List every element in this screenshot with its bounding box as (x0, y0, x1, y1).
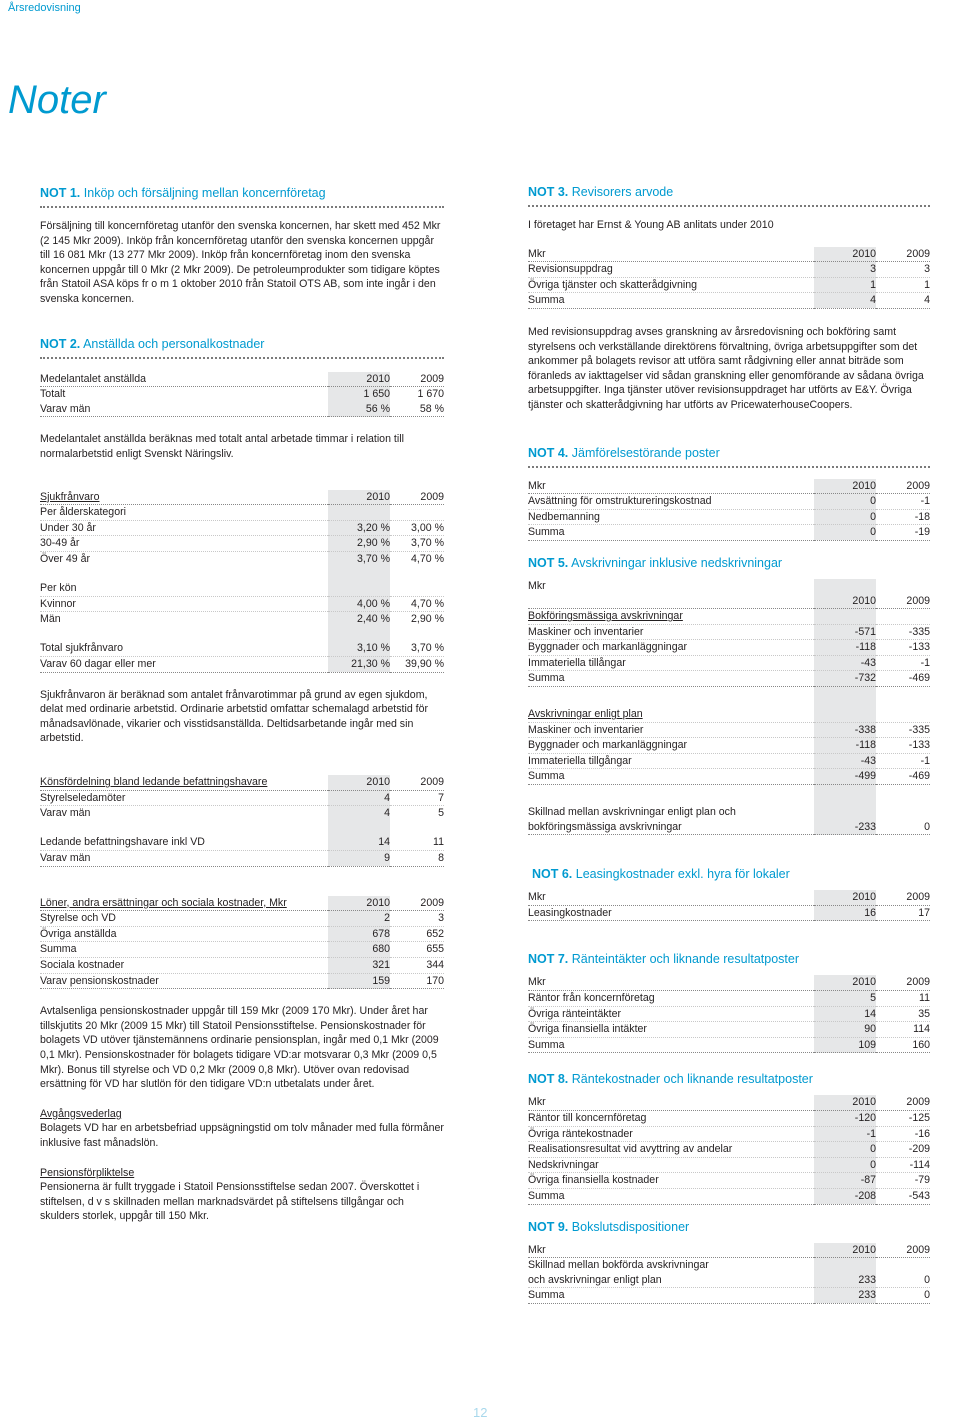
table-row (40, 520, 444, 536)
table-cell: Byggnader och markanläggningar (528, 640, 814, 656)
table-cell: 21,30 % (328, 657, 390, 673)
table-header-cell: 2010 (328, 372, 390, 387)
note4-number: NOT 4. (528, 445, 569, 460)
table-header-cell: 2010 (814, 890, 876, 905)
note5-heading (528, 555, 930, 571)
table-header-row (528, 247, 930, 262)
page-number: 12 (473, 1405, 488, 1420)
table-cell: Under 30 år (40, 520, 328, 536)
table-cell: Summa (528, 1288, 814, 1304)
table-row (40, 851, 444, 867)
table-row (40, 402, 444, 417)
table-row (528, 277, 930, 293)
table-cell: 14 (814, 1006, 876, 1022)
table-cell: -120 (814, 1110, 876, 1126)
gender-table (40, 775, 444, 867)
table-header-cell: Mkr (528, 890, 814, 905)
table-cell: 2 (328, 911, 390, 927)
table-header-cell: 2009 (390, 896, 444, 911)
table-sum-row (528, 671, 930, 687)
table-cell: 3 (814, 262, 876, 278)
table-cell: Summa (528, 1037, 814, 1053)
sick-leave-table (40, 490, 444, 673)
note7-table (528, 975, 930, 1053)
table-header-cell: Mkr (528, 479, 814, 494)
table-cell: -87 (814, 1173, 876, 1189)
table-row (528, 640, 930, 656)
pension-obligation-text: Pensionerna är fullt tryggade i Statoil Pensionsstiftelse sedan 2007. Överskottet i stiftelsen, d v s skillnaden mellan marknadsvärdet på stiftelsens tillgångar och skulders storlek, uppgår till 150 Mkr. (40, 1181, 420, 1223)
table-cell: Räntor från koncernföretag (528, 991, 814, 1007)
table-cell: Maskiner och inventarier (528, 722, 814, 738)
table-cell: -133 (876, 738, 930, 754)
note9-number: NOT 9. (528, 1219, 569, 1234)
table-cell: 233 (814, 1288, 876, 1304)
severance-title: Avgångsvederlag (40, 1107, 122, 1120)
table-cell: Summa (528, 671, 814, 687)
table-cell: 680 (328, 942, 390, 958)
table-cell: 90 (814, 1022, 876, 1038)
pension-text: Avtalsenliga pensionskostnader uppgår till 159 Mkr (2009 170 Mkr). Under året har tillskjutits 20 Mkr (2009 15 Mkr) till Statoil Pensionsstiftelse. Pensionskostnader för bolagets VD utöver tjänstemännens ordinarie pensionsplan, ingår med 0,1 Mkr (2009 0,1 Mkr). Pensionskostnader för bolagets tidigare VD:ar motsvarar 0,3 Mkr (2009 0,5 Mkr). Bonus till styrelse och VD 0,2 Mkr (2009 0,8 Mkr). Utöver ovan redovisad ersättning för VD har slutlön för den tidigare VD:n utbetalats under året. (40, 1005, 439, 1091)
table-cell: Varav pensionskostnader (40, 973, 328, 989)
table-header-cell: 2009 (876, 975, 930, 990)
table-cell: 11 (876, 991, 930, 1007)
table-cell: 0 (814, 1157, 876, 1173)
table-header-cell: Mkr (528, 1095, 814, 1110)
sick-leave-text: Sjukfrånvaron är beräknad som antalet frånvarotimmar på grund av egen sjukdom, delat med ordinarie arbetstid. Ordinarie arbetstid omfattar schemalagd arbetstid för månadsavlönade, vikarier och visstidsanställda. Deltidsarbetande ingår med sin arbetstid. (40, 688, 429, 745)
note9-table (528, 1243, 930, 1304)
table-header-row (528, 594, 930, 609)
table-row (40, 806, 444, 821)
table-cell: Varav män (40, 402, 328, 417)
table-cell: Avsättning för omstruktureringskostnad (528, 494, 814, 510)
table-row (528, 805, 930, 820)
table-cell: Övriga tjänster och skatterådgivning (528, 277, 814, 293)
table-cell: 3,20 % (328, 520, 390, 536)
left-column (40, 185, 444, 1224)
table-header-row (40, 490, 444, 505)
table-cell: 0 (814, 494, 876, 510)
pension-obligation-title: Pensionsförpliktelse (40, 1166, 135, 1179)
table-section-label: Bokföringsmässiga avskrivningar (528, 609, 814, 625)
table-cell: 1 (814, 277, 876, 293)
table-cell: Övriga ränteintäkter (528, 1006, 814, 1022)
table-row (528, 1173, 930, 1189)
table-cell: -1 (876, 494, 930, 510)
table-row (528, 1273, 930, 1288)
header-label: Årsredovisning (8, 2, 81, 14)
table-spacer (528, 687, 930, 708)
table-cell: 1 670 (417, 388, 444, 401)
table-cell: 11 (390, 835, 444, 850)
note2-title: Anställda och personalkostnader (83, 336, 265, 351)
table-cell: 4,70 % (411, 552, 444, 565)
table-cell: 30-49 år (40, 536, 328, 552)
table-header-row (40, 372, 444, 387)
table-row (528, 1022, 930, 1038)
table-row (528, 509, 930, 525)
table-cell: 0 (814, 509, 876, 525)
table-row (40, 657, 444, 673)
table-row (40, 973, 444, 989)
note3-text: Med revisionsuppdrag avses granskning av årsredovisning och bokföring samt styrelsens och verkställande direktörens förvaltning, övriga arbetsuppgifter som det ankommer på bolagets revisor att utföra samt rådgivning eller annat biträde som föranleds av iakttagelser vid sådan granskning eller genomförande av sådana övriga arbetsuppgifter. Inga tjänster utöver revisionsuppdraget har utförts av E&Y. Övriga tjänster och skatterådgivning har utförts av PricewaterhouseCoopers. (528, 325, 924, 411)
table-row (528, 820, 930, 835)
table-row (40, 505, 444, 521)
table-sum-row (528, 525, 930, 541)
table-cell: Total sjukfrånvaro (40, 641, 328, 656)
table-cell: 3,70 % (390, 641, 444, 656)
table-cell: -469 (876, 769, 930, 785)
table-cell: 159 (328, 973, 390, 989)
table-cell: -16 (876, 1126, 930, 1142)
note3-heading (528, 184, 930, 207)
table-cell: 2,90 % (411, 613, 444, 626)
table-header-cell: 2010 (328, 775, 390, 790)
table-header-row (528, 579, 930, 594)
table-cell: 170 (390, 973, 444, 989)
table-cell: 0 (814, 525, 876, 541)
note1-number: NOT 1. (40, 186, 81, 200)
table-header-row (528, 479, 930, 494)
table-spacer (40, 627, 444, 642)
staff-table (40, 372, 444, 418)
note9-title: Bokslutsdispositioner (571, 1219, 690, 1234)
table-cell: Realisationsresultat vid avyttring av andelar (528, 1142, 814, 1158)
table-cell: 3 (390, 911, 444, 927)
table-cell: Skillnad mellan avskrivningar enligt plan och (528, 806, 736, 819)
table-cell: 1 650 (328, 387, 390, 402)
severance-text: Bolagets VD har en arbetsbefriad uppsägningstid om tolv månader med fulla förmåner inklusive fast månadslön. (40, 1122, 444, 1149)
note4-title: Jämförelsestörande poster (571, 445, 720, 460)
table-cell: Summa (528, 525, 814, 541)
table-header-cell: 2010 (814, 1243, 876, 1258)
table-cell: -118 (814, 738, 876, 754)
note6-number: NOT 6. (532, 867, 573, 882)
table-header-cell: Mkr (528, 975, 814, 990)
table-cell: 5 (438, 807, 444, 820)
table-cell: Övriga räntekostnader (528, 1126, 814, 1142)
table-row (528, 624, 930, 640)
table-cell: 3,10 % (328, 641, 390, 656)
table-cell: 58 % (390, 402, 444, 417)
table-cell: Räntor till koncernföretag (528, 1110, 814, 1126)
table-header-cell: Medelantalet anställda (40, 372, 328, 387)
table-header-cell: Löner, andra ersättningar och sociala kostnader, Mkr (40, 896, 328, 911)
table-row (528, 262, 930, 278)
table-cell: Summa (528, 769, 814, 785)
table-cell: Maskiner och inventarier (528, 624, 814, 640)
table-sum-row (528, 293, 930, 309)
table-cell: -335 (876, 624, 930, 640)
table-row (528, 1126, 930, 1142)
table-cell: Män (40, 613, 61, 626)
table-cell: 8 (390, 851, 444, 867)
table-cell: Summa (528, 293, 814, 309)
note7-title: Ränteintäkter och liknande resultatposter (571, 952, 799, 967)
table-cell: Varav 60 dagar eller mer (40, 657, 328, 673)
table-cell: 233 (814, 1273, 876, 1288)
table-row (528, 738, 930, 754)
table-header-cell: 2010 (328, 490, 390, 505)
table-header-row (528, 975, 930, 990)
table-row (528, 1142, 930, 1158)
table-cell: 4 (876, 293, 930, 309)
table-cell: 109 (814, 1037, 876, 1053)
table-row (528, 1110, 930, 1126)
table-header-cell: Mkr (528, 1243, 814, 1258)
note4-heading (528, 445, 930, 468)
table-cell: 17 (876, 905, 930, 921)
note3-intro: I företaget har Ernst & Young AB anlitats under 2010 (528, 219, 774, 231)
table-row (40, 790, 444, 806)
table-cell: Nedskrivningar (528, 1157, 814, 1173)
table-section-label: Per ålderskategori (40, 505, 328, 521)
table-header-cell: 2009 (876, 594, 930, 609)
note2-number: NOT 2. (40, 336, 81, 351)
note5-table (528, 579, 930, 835)
table-cell: 4,00 % (328, 596, 390, 612)
table-cell: Övriga finansiella kostnader (528, 1173, 814, 1189)
table-cell: 344 (390, 957, 444, 973)
table-header-row (528, 1095, 930, 1110)
table-cell: Revisionsuppdrag (528, 262, 814, 278)
table-cell: -469 (876, 671, 930, 687)
table-cell: -43 (814, 655, 876, 671)
table-row (40, 957, 444, 973)
table-header-cell: 2009 (390, 372, 444, 387)
table-cell: Immateriella tillgångar (528, 753, 814, 769)
table-cell: Ledande befattningshavare inkl VD (40, 835, 328, 850)
table-cell: 3,70 % (390, 536, 444, 552)
table-cell: -1 (876, 753, 930, 769)
table-spacer (528, 785, 930, 806)
table-row (40, 612, 444, 627)
table-cell: 4 (328, 806, 390, 821)
table-cell: -118 (814, 640, 876, 656)
table-row (528, 722, 930, 738)
table-sum-row (528, 1037, 930, 1053)
table-cell: Nedbemanning (528, 509, 814, 525)
table-cell: Varav män (40, 807, 91, 820)
table-row (528, 1258, 930, 1273)
note7-heading (528, 951, 930, 967)
table-cell: 0 (876, 820, 930, 835)
table-header-cell: Mkr (528, 579, 546, 592)
table-row (40, 536, 444, 552)
table-header-row (40, 896, 444, 911)
table-cell: -338 (814, 722, 876, 738)
table-header-row (528, 890, 930, 905)
table-cell: Övriga finansiella intäkter (528, 1022, 814, 1038)
note2-heading (40, 336, 444, 359)
table-cell: och avskrivningar enligt plan (528, 1273, 814, 1288)
table-row (40, 926, 444, 942)
right-column (528, 184, 930, 1304)
table-cell: 321 (328, 957, 390, 973)
table-sum-row (528, 1288, 930, 1304)
table-cell: -114 (876, 1157, 930, 1173)
table-cell: Varav män (40, 851, 328, 867)
note8-title: Räntekostnader och liknande resultatposter (571, 1072, 813, 1087)
table-cell: -1 (876, 655, 930, 671)
table-row (40, 942, 444, 958)
table-cell: -571 (814, 624, 876, 640)
table-cell: 4,70 % (390, 596, 444, 612)
table-row (40, 596, 444, 612)
table-cell: Immateriella tillångar (528, 655, 814, 671)
table-header-cell: Könsfördelning bland ledande befattningshavare (40, 775, 328, 790)
table-cell: 14 (328, 835, 390, 850)
table-cell: Summa (528, 1188, 814, 1204)
table-header-cell: 2010 (814, 1095, 876, 1110)
table-header-row (528, 1243, 930, 1258)
table-cell: 4 (328, 790, 390, 806)
table-row (40, 835, 444, 850)
table-cell: Övriga anställda (40, 926, 328, 942)
table-cell: Summa (40, 942, 328, 958)
table-header-cell: Sjukfrånvaro (40, 490, 328, 505)
note8-table (528, 1095, 930, 1204)
table-cell: Skillnad mellan bokförda avskrivningar (528, 1259, 709, 1272)
table-cell: 3,00 % (390, 520, 444, 536)
table-row (528, 707, 930, 722)
table-cell: 3,70 % (328, 551, 390, 566)
table-cell: 4 (814, 293, 876, 309)
table-cell: 655 (390, 942, 444, 958)
table-row (40, 641, 444, 656)
table-header-cell: 2009 (390, 490, 444, 505)
table-row (40, 387, 444, 402)
note1-title: Inköp och försäljning mellan koncernföretag (83, 186, 326, 200)
table-header-row (40, 775, 444, 790)
table-row (528, 494, 930, 510)
table-row (528, 609, 930, 625)
note1-text: Försäljning till koncernföretag utanför den svenska koncernen, har skett med 452 Mkr (2 145 Mkr 2009). Inköp från koncernföretag utanför den svenska koncernen uppgår till 16 081 Mkr (13 277 Mkr 2009). Inköp från koncernföretag inom den svenska koncernen uppgår till 0 Mkr (2 Mkr 2009). De petroleumprodukter som tidigare köptes från Statoil ASA köps fr o m 1 oktober 2010 från Statoil OTS AB, som inte ingår i den svenska koncernen. (40, 220, 441, 305)
note1-heading (40, 185, 444, 208)
table-cell: 39,90 % (390, 657, 444, 673)
table-cell: 0 (876, 1288, 930, 1304)
table-row (528, 655, 930, 671)
table-cell: -732 (814, 671, 876, 687)
table-cell: 56 % (328, 402, 390, 417)
table-cell: 16 (814, 905, 876, 921)
note3-number: NOT 3. (528, 185, 569, 199)
table-row (40, 551, 444, 566)
table-spacer (40, 821, 444, 836)
note9-heading (528, 1219, 930, 1235)
table-cell: 9 (328, 851, 390, 867)
staff-text: Medelantalet anställda beräknas med totalt antal arbetade timmar i relation till normalarbetstid enligt Svenskt Näringsliv. (40, 433, 404, 460)
table-row (40, 911, 444, 927)
page-title: Noter (8, 78, 106, 122)
table-row (528, 991, 930, 1007)
table-header-cell: Mkr (528, 247, 814, 262)
table-cell: Sociala kostnader (40, 957, 328, 973)
table-header-cell: 2010 (814, 975, 876, 990)
table-cell: -133 (876, 640, 930, 656)
table-cell: Totalt (40, 388, 66, 401)
table-row (528, 905, 930, 921)
table-sum-row (528, 769, 930, 785)
table-header-cell: 2009 (390, 775, 444, 790)
note5-title: Avskrivningar inklusive nedskrivningar (571, 555, 783, 570)
table-cell: -79 (876, 1173, 930, 1189)
table-cell: 2,90 % (328, 536, 390, 552)
note5-number: NOT 5. (528, 555, 569, 570)
table-section-label: Per kön (40, 581, 328, 596)
table-header-cell: 2010 (814, 479, 876, 494)
table-cell: 1 (876, 277, 930, 293)
note6-table (528, 890, 930, 921)
table-cell: Byggnader och markanläggningar (528, 738, 814, 754)
table-cell: -499 (814, 769, 876, 785)
table-header-cell: 2009 (876, 479, 930, 494)
table-cell: -335 (876, 722, 930, 738)
table-header-cell: 2009 (876, 1095, 930, 1110)
note3-table (528, 247, 930, 309)
table-cell: Styrelseledamöter (40, 790, 328, 806)
note6-heading (528, 866, 930, 882)
table-cell: 7 (390, 790, 444, 806)
table-header-cell: 2010 (814, 594, 876, 609)
table-cell: -18 (876, 509, 930, 525)
table-cell: Leasingkostnader (528, 905, 814, 921)
table-cell: 160 (876, 1037, 930, 1053)
table-cell: -125 (876, 1110, 930, 1126)
table-sum-row (528, 1188, 930, 1204)
note7-number: NOT 7. (528, 952, 569, 967)
table-cell: Över 49 år (40, 552, 91, 565)
table-cell: 114 (876, 1022, 930, 1038)
salaries-table (40, 896, 444, 990)
table-cell: -233 (814, 820, 876, 835)
table-cell: 0 (876, 1273, 930, 1288)
table-cell: bokföringsmässiga avskrivningar (528, 820, 814, 835)
note8-number: NOT 8. (528, 1072, 569, 1087)
table-header-cell: 2010 (814, 247, 876, 262)
table-header-cell: 2009 (876, 247, 930, 262)
table-header-cell: 2009 (876, 890, 930, 905)
table-cell: 678 (328, 926, 390, 942)
table-cell: -43 (814, 753, 876, 769)
table-row (528, 1006, 930, 1022)
table-header-cell: 2009 (876, 1243, 930, 1258)
table-cell: -543 (876, 1188, 930, 1204)
table-cell: Styrelse och VD (40, 911, 328, 927)
table-section-label: Avskrivningar enligt plan (528, 707, 814, 722)
table-row (528, 753, 930, 769)
table-cell: 5 (814, 991, 876, 1007)
table-cell: 652 (390, 926, 444, 942)
table-row (528, 1157, 930, 1173)
table-header-cell: 2010 (328, 896, 390, 911)
table-cell: 3 (876, 262, 930, 278)
note3-title: Revisorers arvode (571, 185, 674, 199)
table-cell: 35 (876, 1006, 930, 1022)
table-cell: 2,40 % (328, 612, 390, 627)
table-cell: -1 (814, 1126, 876, 1142)
note6-title: Leasingkostnader exkl. hyra för lokaler (575, 867, 790, 882)
table-cell: -19 (876, 525, 930, 541)
note8-heading (528, 1071, 930, 1087)
table-spacer (40, 567, 444, 582)
note4-table (528, 479, 930, 541)
table-cell: -208 (814, 1188, 876, 1204)
table-cell: -209 (876, 1142, 930, 1158)
table-cell: 0 (814, 1142, 876, 1158)
table-row (40, 581, 444, 596)
table-cell: Kvinnor (40, 596, 328, 612)
